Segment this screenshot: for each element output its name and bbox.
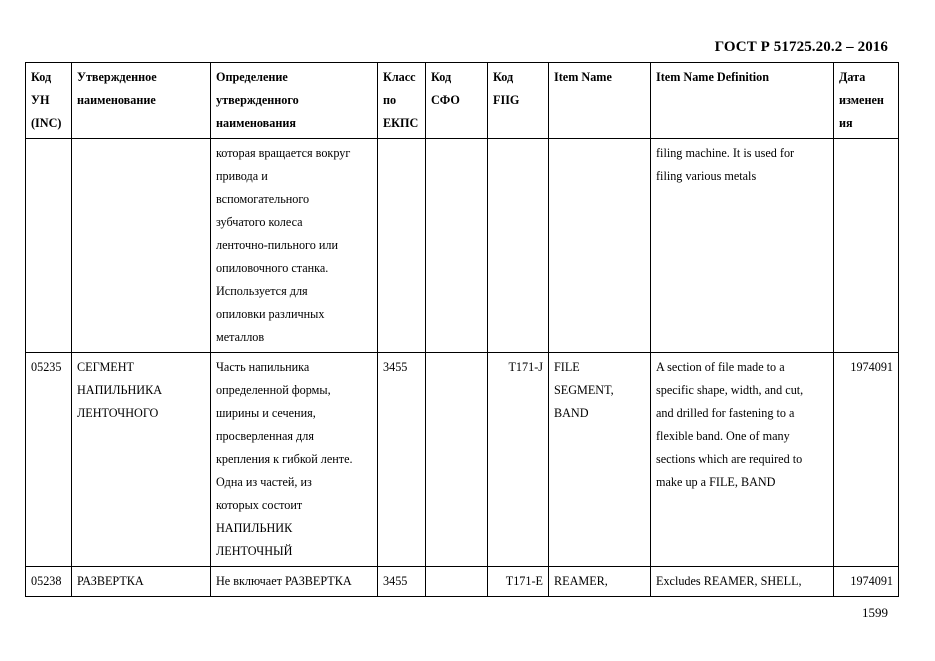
col-code-inc-header: Код УН (INC) [26, 63, 72, 139]
col-code-sfo-header: Код СФО [426, 63, 488, 139]
col-item-name-definition-header: Item Name Definition [651, 63, 834, 139]
fiig-cell: T171-E [488, 567, 549, 597]
col-definition-header: Определение утвержденного наименования [211, 63, 378, 139]
col-change-date-header: Дата изменен ия [834, 63, 899, 139]
sfo-cell [426, 353, 488, 567]
definition-cell: Не включает РАЗВЕРТКА [211, 567, 378, 597]
page-number: 1599 [862, 605, 888, 620]
table-header-row [26, 63, 899, 139]
item-name-cell: FILE SEGMENT, BAND [549, 353, 651, 567]
item-definition-cell: A section of file made to a specific shape, width, and cut, and drilled for fastening to a flexible band. One of many sections which are required to make up a FILE, BAND [651, 353, 834, 567]
name-cell: РАЗВЕРТКА [72, 567, 211, 597]
col-code-fiig-header: Код FIIG [488, 63, 549, 139]
item-definition-cell: filing machine. It is used for filing various metals [651, 139, 834, 353]
catalog-table [25, 62, 899, 597]
sfo-cell [426, 567, 488, 597]
name-cell [72, 139, 211, 353]
table-row [26, 567, 899, 597]
fiig-cell [488, 139, 549, 353]
name-cell: СЕГМЕНТ НАПИЛЬНИКА ЛЕНТОЧНОГО [72, 353, 211, 567]
definition-cell: которая вращается вокруг привода и вспомогательного зубчатого колеса ленточно-пильного или опиловочного станка. Используется для опиловки различных металлов [211, 139, 378, 353]
table-row [26, 139, 899, 353]
col-approved-name-header: Утвержденное наименование [72, 63, 211, 139]
date-cell: 1974091 [834, 353, 899, 567]
code-cell: 05238 [26, 567, 72, 597]
class-cell: 3455 [378, 353, 426, 567]
item-name-cell [549, 139, 651, 353]
code-cell: 05235 [26, 353, 72, 567]
document-standard-header: ГОСТ Р 51725.20.2 – 2016 [714, 39, 888, 55]
item-name-cell: REAMER, [549, 567, 651, 597]
sfo-cell [426, 139, 488, 353]
class-cell: 3455 [378, 567, 426, 597]
date-cell: 1974091 [834, 567, 899, 597]
code-cell [26, 139, 72, 353]
date-cell [834, 139, 899, 353]
fiig-cell: T171-J [488, 353, 549, 567]
definition-cell: Часть напильника определенной формы, ширины и сечения, просверленная для крепления к гибкой ленте. Одна из частей, из которых состоит НАПИЛЬНИК ЛЕНТОЧНЫЙ [211, 353, 378, 567]
col-class-ekps-header: Класс по ЕКПС [378, 63, 426, 139]
item-definition-cell: Excludes REAMER, SHELL, [651, 567, 834, 597]
col-item-name-header: Item Name [549, 63, 651, 139]
class-cell [378, 139, 426, 353]
table-row [26, 353, 899, 567]
